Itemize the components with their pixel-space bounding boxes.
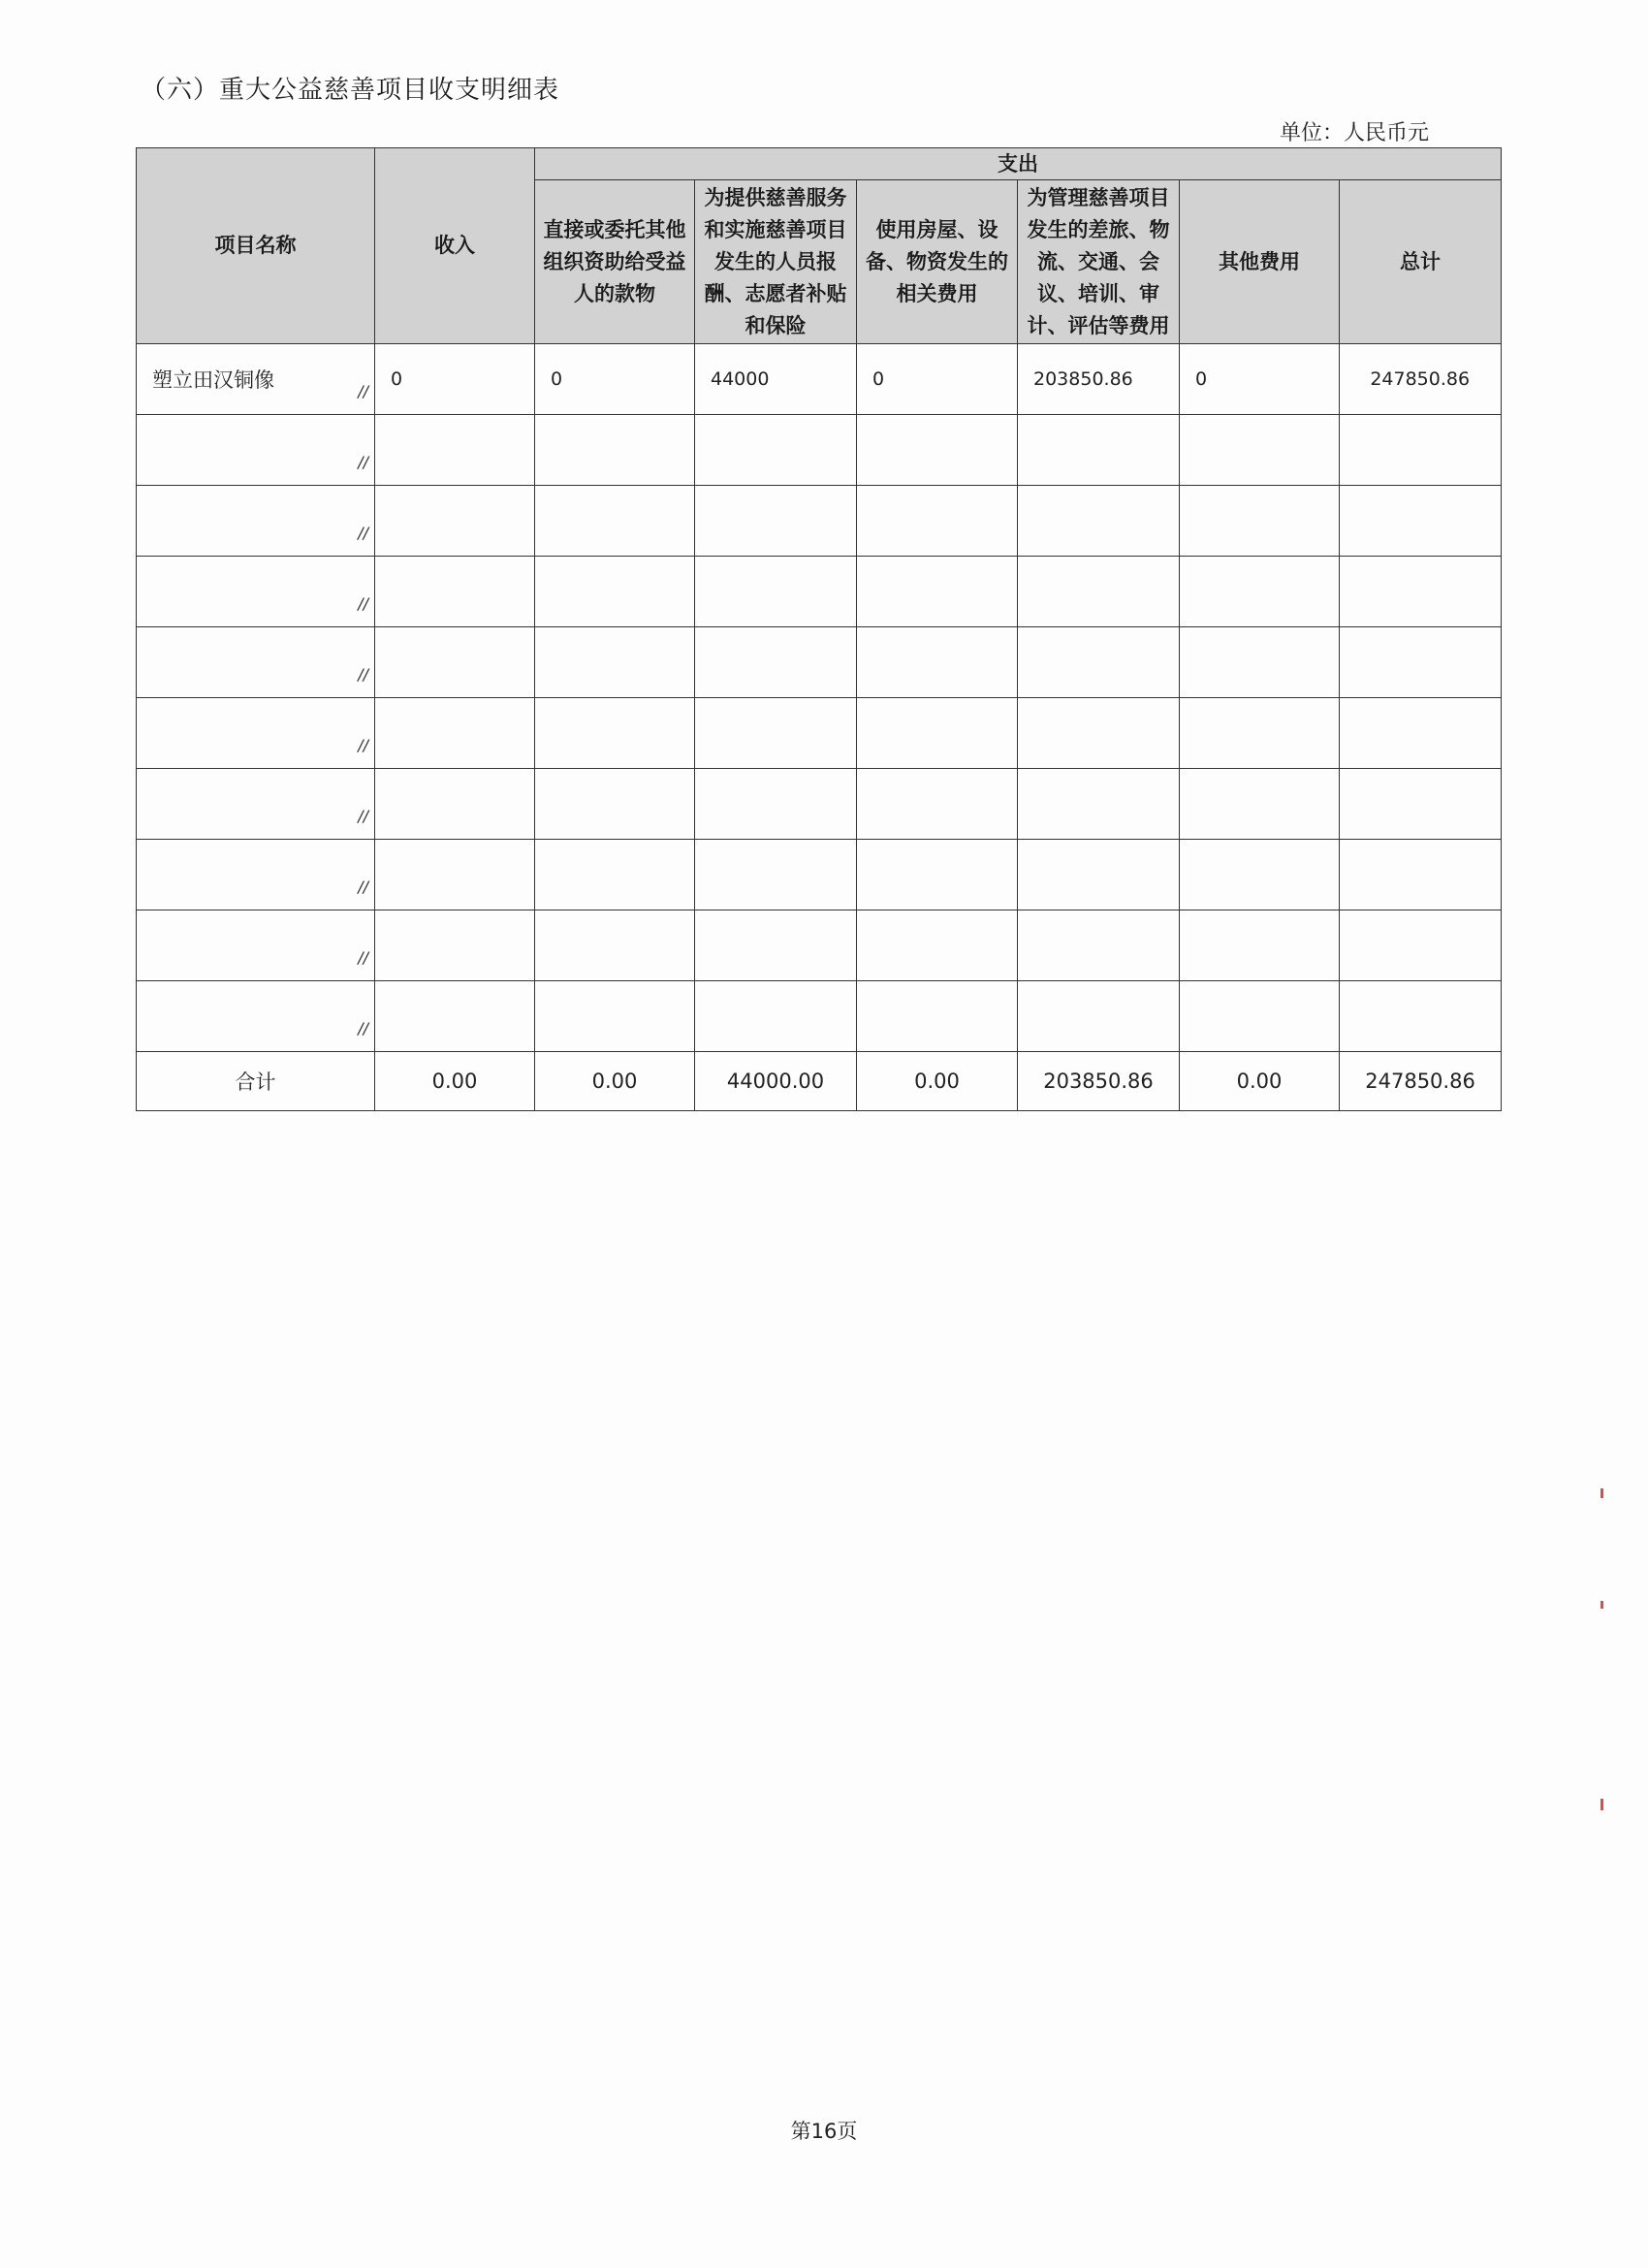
cell-project-name [137, 910, 375, 981]
cell-facility [857, 415, 1018, 486]
header-total: 总计 [1340, 180, 1502, 344]
cell-facility [857, 698, 1018, 769]
header-other: 其他费用 [1180, 180, 1340, 344]
total-label: 合计 [137, 1052, 375, 1111]
cell-income [375, 840, 535, 910]
cell-direct-aid: 0 [535, 344, 695, 415]
cell-total [1340, 981, 1502, 1052]
scan-edge-mark [1600, 1488, 1603, 1498]
total-total: 247850.86 [1340, 1052, 1502, 1111]
cell-income [375, 486, 535, 557]
cell-marker: // [358, 382, 368, 400]
cell-other [1180, 769, 1340, 840]
table-row [137, 840, 1502, 910]
header-project-name: 项目名称 [137, 148, 375, 344]
table-title: （六）重大公益慈善项目收支明细表 [141, 76, 560, 105]
table-row [137, 698, 1502, 769]
cell-total [1340, 415, 1502, 486]
table-row [137, 910, 1502, 981]
cell-personnel [695, 557, 857, 627]
cell-income [375, 627, 535, 698]
cell-marker: // [358, 807, 368, 825]
cell-direct-aid [535, 840, 695, 910]
cell-total [1340, 486, 1502, 557]
table-row [137, 486, 1502, 557]
cell-other [1180, 557, 1340, 627]
table-row [137, 769, 1502, 840]
cell-total [1340, 698, 1502, 769]
cell-marker: // [358, 948, 368, 967]
total-income: 0.00 [375, 1052, 535, 1111]
cell-direct-aid [535, 769, 695, 840]
table-row [137, 557, 1502, 627]
header-income: 收入 [375, 148, 535, 344]
table-row [137, 415, 1502, 486]
table-body [137, 344, 1502, 1052]
cell-facility [857, 557, 1018, 627]
cell-other [1180, 910, 1340, 981]
cell-marker: // [358, 453, 368, 471]
cell-personnel [695, 698, 857, 769]
total-other: 0.00 [1180, 1052, 1340, 1111]
cell-admin [1018, 840, 1180, 910]
cell-income [375, 557, 535, 627]
total-admin: 203850.86 [1018, 1052, 1180, 1111]
cell-admin [1018, 486, 1180, 557]
cell-direct-aid [535, 627, 695, 698]
cell-personnel [695, 486, 857, 557]
total-personnel: 44000.00 [695, 1052, 857, 1111]
cell-project-name [137, 415, 375, 486]
cell-personnel: 44000 [695, 344, 857, 415]
total-row [137, 1052, 1502, 1111]
header-facility: 使用房屋、设备、物资发生的相关费用 [857, 180, 1018, 344]
cell-admin [1018, 627, 1180, 698]
cell-project-name [137, 557, 375, 627]
cell-marker: // [358, 594, 368, 613]
cell-direct-aid [535, 698, 695, 769]
cell-facility [857, 769, 1018, 840]
cell-personnel [695, 769, 857, 840]
cell-total [1340, 910, 1502, 981]
cell-personnel [695, 981, 857, 1052]
cell-income [375, 910, 535, 981]
cell-project-name [137, 344, 375, 415]
cell-facility [857, 627, 1018, 698]
cell-direct-aid [535, 415, 695, 486]
cell-other [1180, 981, 1340, 1052]
cell-facility: 0 [857, 344, 1018, 415]
cell-project-name [137, 627, 375, 698]
cell-personnel [695, 840, 857, 910]
total-facility: 0.00 [857, 1052, 1018, 1111]
cell-other [1180, 698, 1340, 769]
cell-income [375, 415, 535, 486]
cell-total [1340, 627, 1502, 698]
header-direct-aid: 直接或委托其他组织资助给受益人的款物 [535, 180, 695, 344]
cell-project-name [137, 840, 375, 910]
cell-other [1180, 627, 1340, 698]
total-direct: 0.00 [535, 1052, 695, 1111]
cell-personnel [695, 627, 857, 698]
project-name-text: 塑立田汉铜像 [152, 368, 274, 392]
cell-total [1340, 769, 1502, 840]
cell-project-name [137, 769, 375, 840]
cell-facility [857, 910, 1018, 981]
cell-direct-aid [535, 981, 695, 1052]
cell-admin [1018, 415, 1180, 486]
cell-marker: // [358, 1019, 368, 1038]
cell-personnel [695, 415, 857, 486]
table-row [137, 627, 1502, 698]
cell-admin [1018, 910, 1180, 981]
table-row [137, 981, 1502, 1052]
cell-facility [857, 486, 1018, 557]
cell-admin [1018, 698, 1180, 769]
cell-total [1340, 840, 1502, 910]
cell-admin: 203850.86 [1018, 344, 1180, 415]
cell-direct-aid [535, 557, 695, 627]
cell-facility [857, 981, 1018, 1052]
cell-project-name [137, 486, 375, 557]
header-personnel: 为提供慈善服务和实施慈善项目发生的人员报酬、志愿者补贴和保险 [695, 180, 857, 344]
cell-direct-aid [535, 486, 695, 557]
cell-admin [1018, 557, 1180, 627]
cell-marker: // [358, 878, 368, 896]
cell-project-name [137, 698, 375, 769]
table-row [137, 344, 1502, 415]
cell-other: 0 [1180, 344, 1340, 415]
cell-direct-aid [535, 910, 695, 981]
cell-total [1340, 557, 1502, 627]
cell-marker: // [358, 665, 368, 684]
scan-edge-mark [1600, 1799, 1603, 1810]
cell-admin [1018, 981, 1180, 1052]
cell-income [375, 769, 535, 840]
cell-admin [1018, 769, 1180, 840]
cell-marker: // [358, 736, 368, 754]
cell-personnel [695, 910, 857, 981]
cell-facility [857, 840, 1018, 910]
cell-income: 0 [375, 344, 535, 415]
cell-income [375, 981, 535, 1052]
cell-income [375, 698, 535, 769]
cell-total: 247850.86 [1340, 344, 1502, 415]
scan-edge-mark [1600, 1601, 1603, 1609]
header-expense: 支出 [535, 148, 1502, 180]
charity-project-table [136, 147, 1502, 1111]
cell-other [1180, 486, 1340, 557]
cell-other [1180, 415, 1340, 486]
page-number: 第16页 [790, 2120, 858, 2143]
cell-marker: // [358, 524, 368, 542]
currency-unit: 单位：人民币元 [1280, 121, 1430, 145]
cell-other [1180, 840, 1340, 910]
cell-project-name [137, 981, 375, 1052]
header-admin: 为管理慈善项目发生的差旅、物流、交通、会议、培训、审计、评估等费用 [1018, 180, 1180, 344]
